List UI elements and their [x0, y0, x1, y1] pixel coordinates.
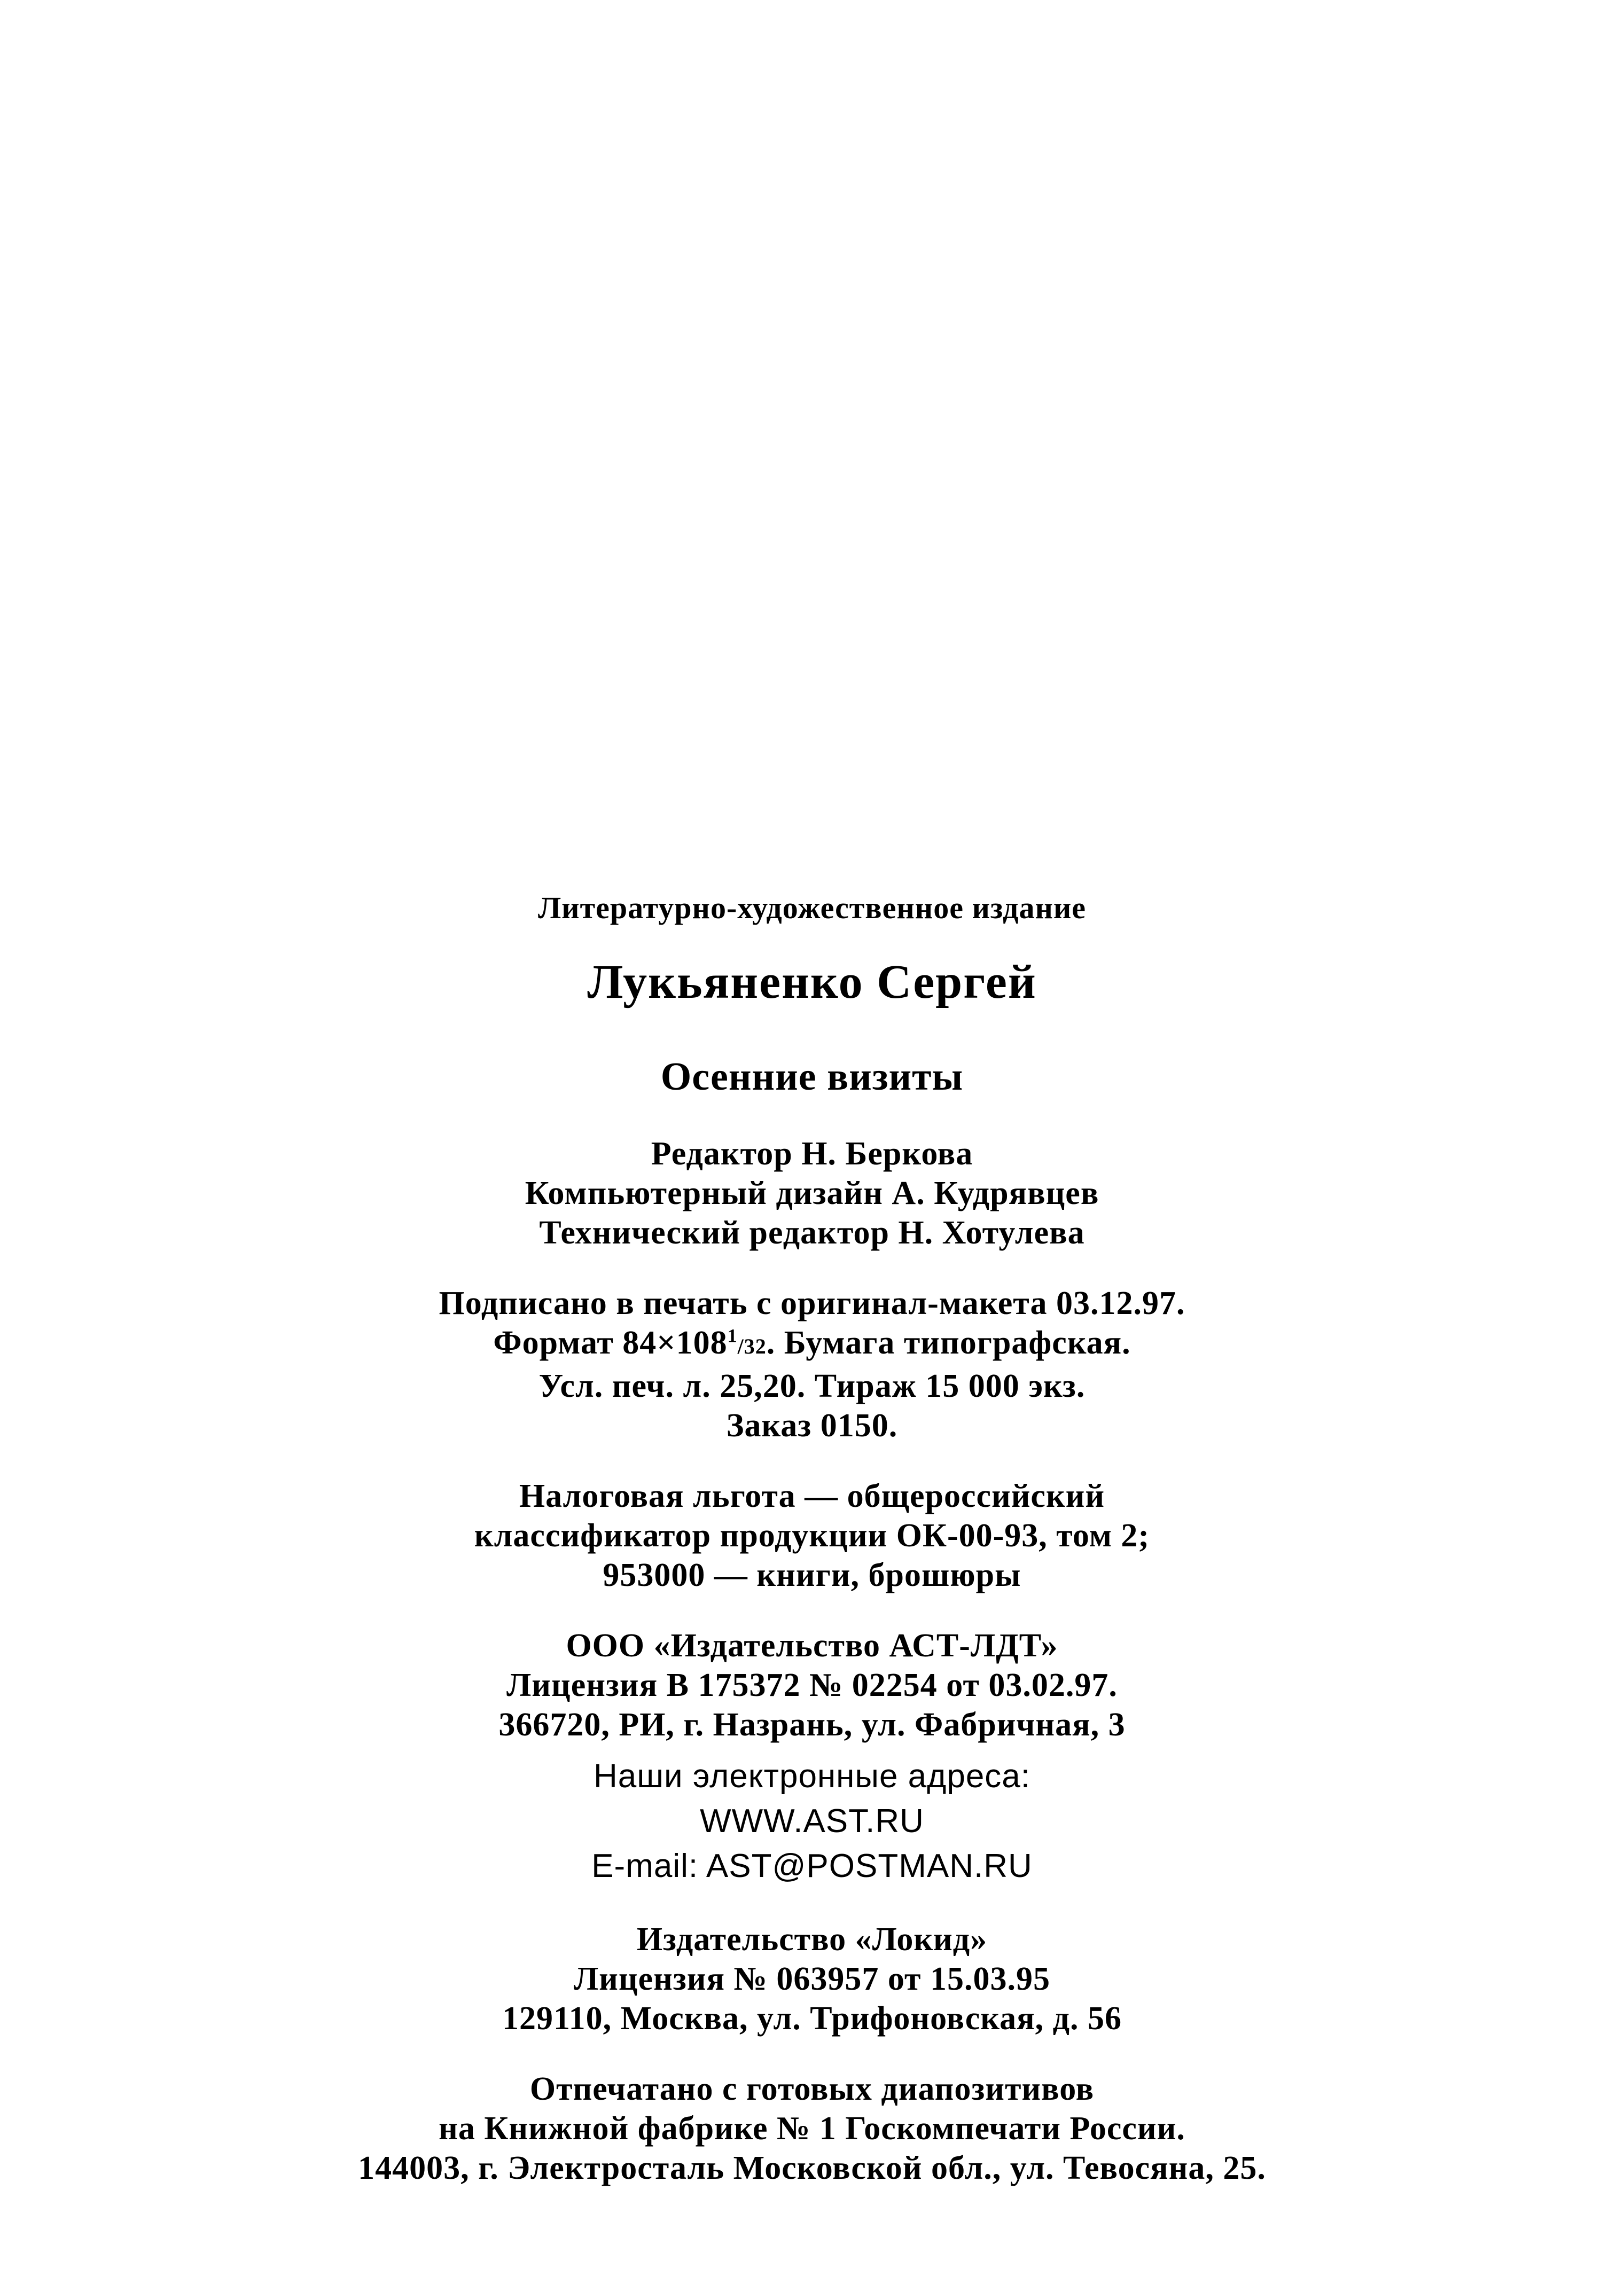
- edition-type: Литературно-художественное издание: [537, 890, 1087, 925]
- credit-editor: Редактор Н. Беркова: [651, 1136, 973, 1172]
- co-publisher-license: Лицензия № 063957 от 15.03.95: [573, 1961, 1050, 1997]
- printer-block: [0, 2069, 1624, 2188]
- tax-note-line: классификатор продукции ОК-00-93, том 2;: [474, 1518, 1150, 1554]
- email-link[interactable]: E-mail: AST@POSTMAN.RU: [591, 1848, 1033, 1884]
- order-number: Заказ 0150.: [726, 1407, 898, 1444]
- credits-block: [0, 1134, 1624, 1253]
- web-block: [0, 1754, 1624, 1889]
- credit-designer: Компьютерный дизайн А. Кудрявцев: [525, 1175, 1099, 1211]
- printer-line: на Книжной фабрике № 1 Госкомпечати России.: [439, 2110, 1185, 2147]
- tax-note-block: [0, 1476, 1624, 1595]
- format-prefix: Формат 84×108: [493, 1325, 728, 1361]
- format-superscript: 1: [727, 1325, 738, 1347]
- publisher-license: Лицензия В 175372 № 02254 от 03.02.97.: [506, 1667, 1118, 1703]
- author-name: Лукьяненко Сергей: [587, 956, 1037, 1008]
- publisher-block: [0, 1626, 1624, 1745]
- printer-line: Отпечатано с готовых диапозитивов: [529, 2071, 1095, 2107]
- format-line: [0, 1323, 1624, 1366]
- format-subscript: /32: [737, 1334, 767, 1358]
- tax-note-line: 953000 — книги, брошюры: [603, 1557, 1021, 1593]
- colophon: [0, 889, 1624, 2188]
- print-info-block: [0, 1284, 1624, 1445]
- printer-address: 144003, г. Электросталь Московской обл., ул. Тевосяна, 25.: [358, 2150, 1266, 2186]
- co-publisher-address: 129110, Москва, ул. Трифоновская, д. 56: [502, 2000, 1122, 2037]
- sheets-and-run: Усл. печ. л. 25,20. Тираж 15 000 экз.: [538, 1368, 1086, 1404]
- signed-for-print: Подписано в печать с оригинал-макета 03.12.97.: [439, 1285, 1185, 1321]
- co-publisher-block: [0, 1920, 1624, 2038]
- co-publisher-name: Издательство «Локид»: [636, 1921, 988, 1958]
- publisher-address: 366720, РИ, г. Назрань, ул. Фабричная, 3: [498, 1707, 1126, 1743]
- web-heading: Наши электронные адреса:: [593, 1758, 1031, 1795]
- tax-note-line: Налоговая льгота — общероссийский: [519, 1478, 1105, 1514]
- credit-tech-editor: Технический редактор Н. Хотулева: [539, 1215, 1085, 1251]
- website-link[interactable]: WWW.AST.RU: [700, 1803, 924, 1840]
- book-title: Осенние визиты: [660, 1055, 964, 1099]
- publisher-name: ООО «Издательство АСТ-ЛДТ»: [566, 1628, 1058, 1664]
- format-suffix: . Бумага типографская.: [766, 1325, 1131, 1361]
